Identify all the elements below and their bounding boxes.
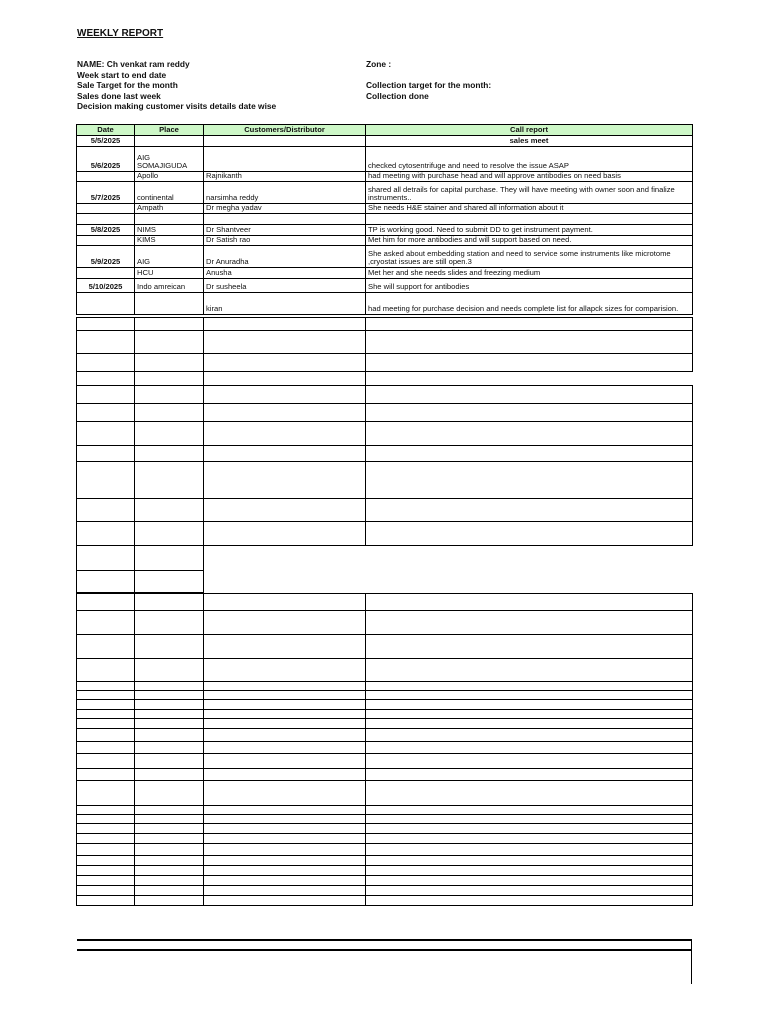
row-call-report: She needs H&E stainer and shared all information about it xyxy=(366,204,693,214)
row-place: HCU xyxy=(135,268,204,279)
zone-field: Zone : xyxy=(366,59,392,69)
row-place: AIG xyxy=(135,246,204,268)
header-date: Date xyxy=(77,125,135,136)
row-call-report: Met him for more antibodies and will support based on need. xyxy=(366,236,693,246)
row-customer: Dr megha yadav xyxy=(204,204,366,214)
collection-done-field: Collection done xyxy=(366,90,429,101)
row-call-report: had meeting for purchase decision and needs complete list for allapck sizes for comparision. xyxy=(366,293,693,315)
row-call-report: sales meet xyxy=(366,136,693,147)
blank-grid-middle xyxy=(76,385,693,593)
row-customer xyxy=(204,136,366,147)
name-field: NAME: Ch venkat ram reddy xyxy=(77,59,190,69)
table-row xyxy=(77,293,693,315)
info-left xyxy=(77,59,276,112)
row-date: 5/8/2025 xyxy=(77,225,135,236)
right-edge-line xyxy=(691,939,692,984)
row-place: continental xyxy=(135,182,204,204)
bottom-rule-2 xyxy=(77,949,692,951)
row-place xyxy=(135,293,204,315)
sales-done-field: Sales done last week xyxy=(77,90,161,101)
sale-target-field: Sale Target for the month xyxy=(77,80,178,91)
table-row xyxy=(77,172,693,182)
bottom-rule xyxy=(77,939,692,941)
row-place: KIMS xyxy=(135,236,204,246)
row-call-report: Met her and she needs slides and freezing medium xyxy=(366,268,693,279)
row-place xyxy=(135,136,204,147)
row-date: 5/5/2025 xyxy=(77,136,135,147)
row-place xyxy=(135,214,204,225)
row-call-report: TP is working good. Need to submit DD to get instrument payment. xyxy=(366,225,693,236)
table-row xyxy=(77,182,693,204)
row-place: AIG SOMAJIGUDA xyxy=(135,147,204,172)
table-row xyxy=(77,236,693,246)
table-row xyxy=(77,214,693,225)
table-row xyxy=(77,279,693,293)
row-customer xyxy=(204,147,366,172)
row-call-report: had meeting with purchase head and will approve antibodies on need basis xyxy=(366,172,693,182)
row-customer: Dr Anuradha xyxy=(204,246,366,268)
row-date xyxy=(77,293,135,315)
report-title: WEEKLY REPORT xyxy=(77,28,164,39)
row-customer: narsimha reddy xyxy=(204,182,366,204)
row-call-report: checked cytosentrifuge and need to resolve the issue ASAP xyxy=(366,147,693,172)
row-customer: Anusha xyxy=(204,268,366,279)
row-date: 5/10/2025 xyxy=(77,279,135,293)
decision-field: Decision making customer visits details date wise xyxy=(77,101,277,112)
row-place: Ampath xyxy=(135,204,204,214)
row-customer: Dr susheela xyxy=(204,279,366,293)
table-header-row xyxy=(77,125,693,136)
row-date xyxy=(77,268,135,279)
table-row xyxy=(77,204,693,214)
row-place: Indo amreican xyxy=(135,279,204,293)
header-customer: Customers/Distributor xyxy=(204,125,366,136)
row-call-report: shared all detrails for capital purchase. They will have meeting with owner soon and finalize instruments.. xyxy=(366,182,693,204)
row-date xyxy=(77,214,135,225)
table-row xyxy=(77,147,693,172)
row-date xyxy=(77,172,135,182)
row-date: 5/9/2025 xyxy=(77,246,135,268)
row-customer xyxy=(204,214,366,225)
table-row xyxy=(77,136,693,147)
week-field: Week start to end date xyxy=(77,69,167,80)
blank-grid-lower xyxy=(76,593,693,906)
row-customer: Dr Satish rao xyxy=(204,236,366,246)
row-date xyxy=(77,204,135,214)
header-place: Place xyxy=(135,125,204,136)
row-customer: Dr Shantveer xyxy=(204,225,366,236)
row-customer: Rajnikanth xyxy=(204,172,366,182)
row-date: 5/6/2025 xyxy=(77,147,135,172)
blank-grid-upper xyxy=(76,317,693,387)
row-call-report: She asked about embedding station and need to service some instruments like microtome ,cryostat issues are still open.3 xyxy=(366,246,693,268)
header-call-report: Call report xyxy=(366,125,693,136)
info-right xyxy=(366,59,491,101)
row-date: 5/7/2025 xyxy=(77,182,135,204)
table-row xyxy=(77,225,693,236)
row-place: NIMS xyxy=(135,225,204,236)
row-customer: kiran xyxy=(204,293,366,315)
row-call-report: She will support for antibodies xyxy=(366,279,693,293)
table-row xyxy=(77,246,693,268)
report-table xyxy=(76,124,693,315)
row-date xyxy=(77,236,135,246)
row-call-report xyxy=(366,214,693,225)
row-place: Apollo xyxy=(135,172,204,182)
collection-target-field: Collection target for the month: xyxy=(366,80,492,91)
table-row xyxy=(77,268,693,279)
